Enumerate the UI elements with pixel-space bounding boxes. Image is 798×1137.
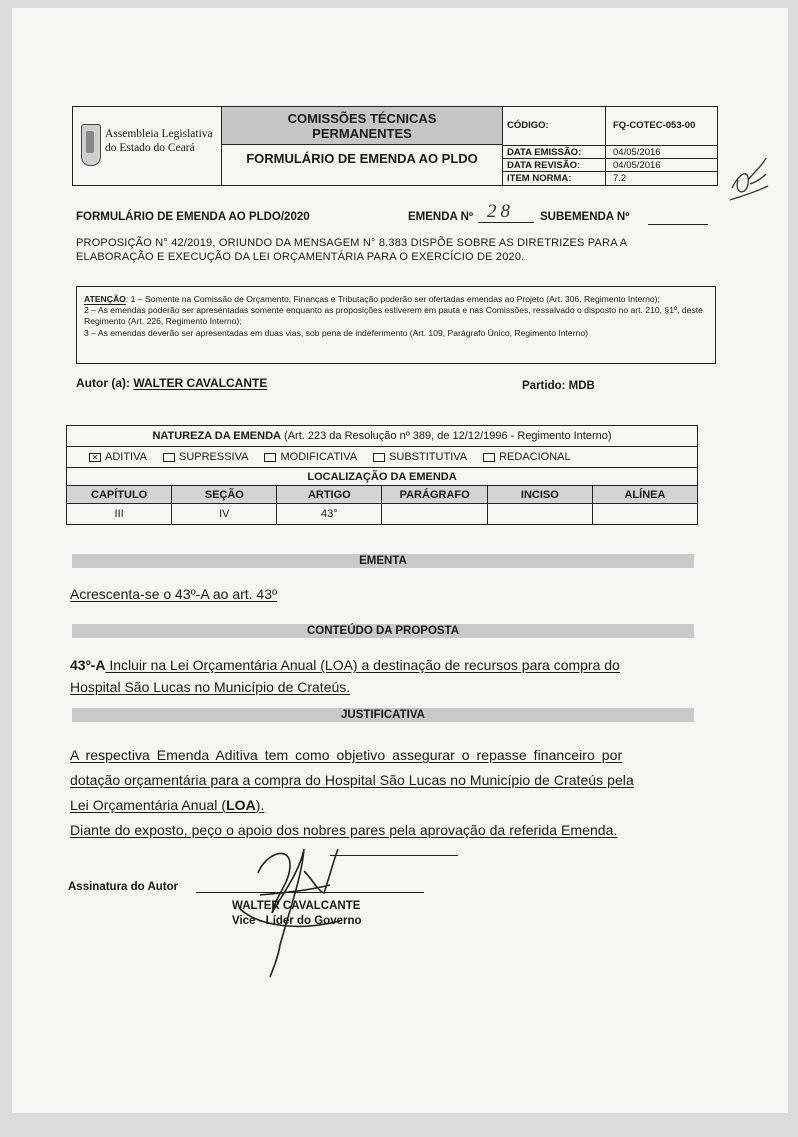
data-revisao-value: 04/05/2016 bbox=[613, 160, 661, 171]
proposicao-line-2: ELABORAÇÃO E EXECUÇÃO DA LEI ORÇAMENTÁRIA PARA O EXERCÍCIO DE 2020. bbox=[76, 251, 525, 263]
natureza-option-label: SUPRESSIVA bbox=[178, 451, 249, 463]
partido-row bbox=[522, 380, 595, 392]
subemenda-line bbox=[648, 224, 708, 225]
justificativa-line-3b: LOA bbox=[226, 797, 256, 813]
ementa-text: Acrescenta-se o 43º-A ao art. 43º bbox=[70, 586, 278, 602]
conteudo-heading: CONTEÚDO DA PROPOSTA bbox=[72, 624, 694, 638]
col-capitulo: CAPÍTULO bbox=[67, 486, 172, 504]
commission-line-1: COMISSÕES TÉCNICAS bbox=[287, 111, 437, 126]
natureza-option-redacional[interactable] bbox=[483, 451, 571, 463]
checkbox-icon[interactable] bbox=[264, 453, 276, 462]
document-header bbox=[72, 106, 718, 186]
natureza-ref: (Art. 223 da Resolução nº 389, de 12/12/1996 - Regimento Interno) bbox=[284, 430, 612, 442]
signatory-name: WALTER CAVALCANTE bbox=[232, 900, 361, 912]
justificativa-line-1: A respectiva Emenda Aditiva tem como objetivo assegurar o repasse financeiro por bbox=[70, 747, 623, 763]
natureza-option-label: REDACIONAL bbox=[499, 451, 571, 463]
atencao-line-1: : 1 – Somente na Comissão de Orçamento, Finanças e Tributação poderão ser ofertadas emendas ao Projeto (Art. 306, Regimento Interno); bbox=[125, 294, 660, 304]
value-alinea bbox=[592, 504, 697, 525]
institution-line-1: Assembleia Legislativa bbox=[105, 128, 213, 140]
header-title-cell bbox=[222, 107, 503, 185]
col-inciso: INCISO bbox=[487, 486, 592, 504]
codigo-label: CÓDIGO: bbox=[507, 120, 549, 131]
checkbox-icon[interactable] bbox=[373, 453, 385, 462]
natureza-option-modificativa[interactable] bbox=[264, 451, 357, 463]
proposicao-text bbox=[76, 236, 696, 264]
value-secao: IV bbox=[172, 504, 277, 525]
coat-of-arms-icon bbox=[81, 124, 101, 166]
conteudo-line-1: Incluir na Lei Orçamentária Anual (LOA) a destinação de recursos para compra do bbox=[105, 657, 620, 673]
atencao-label: ATENÇÃO bbox=[84, 294, 126, 304]
item-norma-value: 7.2 bbox=[613, 173, 627, 184]
subemenda-label: SUBEMENDA Nº bbox=[540, 211, 630, 223]
emenda-number-label: EMENDA Nº bbox=[408, 211, 474, 223]
justificativa-line-4: Diante do exposto, peço o apoio dos nobres pares pela aprovação da referida Emenda. bbox=[70, 822, 618, 838]
form-heading bbox=[76, 211, 310, 223]
form-heading-title: FORMULÁRIO DE EMENDA AO PLDO/2020 bbox=[76, 211, 310, 223]
conteudo-prefix: 43º-A bbox=[70, 657, 106, 673]
data-revisao-label: DATA REVISÃO: bbox=[507, 160, 581, 171]
checkbox-icon[interactable] bbox=[483, 453, 495, 462]
institution-name bbox=[105, 127, 213, 155]
value-inciso bbox=[487, 504, 592, 525]
form-title: FORMULÁRIO DE EMENDA AO PLDO bbox=[246, 151, 478, 166]
justificativa-text bbox=[70, 743, 634, 843]
localizacao-values-row bbox=[67, 504, 698, 525]
justificativa-line-2: dotação orçamentária para a compra do Hospital São Lucas no Município de Crateús pela bbox=[70, 772, 634, 788]
natureza-title: NATUREZA DA EMENDA bbox=[152, 430, 281, 442]
justificativa-line-3c: ). bbox=[255, 797, 265, 813]
signature-block bbox=[232, 899, 362, 929]
ementa-heading: EMENTA bbox=[72, 554, 694, 568]
codigo-value: FQ-COTEC-053-00 bbox=[613, 120, 696, 131]
atencao-line-3: 3 – As emendas deverão ser apresentadas em duas vias, sob pena de indeferimento (Art. 109, Parágrafo Único, Regimento Interno) bbox=[84, 327, 588, 338]
col-alinea: ALÍNEA bbox=[592, 486, 697, 504]
atencao-line-2: 2 – As emendas poderão ser apresentadas somente enquanto as proposições estiverem em pauta e nas Comissões, ressalvado o disposto no art. 210, §1º, deste Regimento (Art. 226, Regimento Interno); bbox=[84, 305, 703, 327]
col-secao: SEÇÃO bbox=[172, 486, 277, 504]
partido-label: Partido: bbox=[522, 380, 566, 392]
autor-name: WALTER CAVALCANTE bbox=[133, 376, 268, 390]
justificativa-heading: JUSTIFICATIVA bbox=[72, 708, 694, 722]
header-meta-cell bbox=[503, 107, 717, 185]
partido-value: MDB bbox=[568, 380, 595, 392]
col-artigo: ARTIGO bbox=[277, 486, 382, 504]
atencao-box bbox=[76, 286, 716, 364]
margin-initials-icon bbox=[722, 150, 772, 210]
data-emissao-label: DATA EMISSÃO: bbox=[507, 147, 582, 158]
localizacao-title: LOCALIZAÇÃO DA EMENDA bbox=[67, 468, 698, 486]
assinatura-label: Assinatura do Autor bbox=[68, 881, 179, 893]
natureza-options bbox=[67, 451, 571, 463]
value-paragrafo bbox=[382, 504, 487, 525]
conteudo-line-2: Hospital São Lucas no Município de Crateús. bbox=[70, 679, 351, 695]
natureza-option-label: SUBSTITUTIVA bbox=[389, 451, 468, 463]
natureza-options-row bbox=[67, 447, 698, 468]
institution-line-2: do Estado do Ceará bbox=[105, 142, 195, 154]
checkbox-icon[interactable] bbox=[163, 453, 175, 462]
natureza-option-label: ADITIVA bbox=[105, 451, 147, 463]
col-paragrafo: PARÁGRAFO bbox=[382, 486, 487, 504]
natureza-option-supressiva[interactable] bbox=[163, 451, 249, 463]
proposicao-line-1: PROPOSIÇÃO N° 42/2019, ORIUNDO DA MENSAGEM N° 8.383 DISPÕE SOBRE AS DIRETRIZES PARA A bbox=[76, 237, 628, 249]
natureza-option-label: MODIFICATIVA bbox=[280, 451, 358, 463]
justificativa-line-3 bbox=[70, 793, 634, 818]
value-artigo: 43° bbox=[277, 504, 382, 525]
commission-title bbox=[222, 107, 502, 145]
checked-box-icon[interactable]: ✕ bbox=[89, 453, 101, 462]
institution-logo-cell bbox=[73, 107, 222, 185]
justificativa-line-3a: Lei Orçamentária Anual ( bbox=[70, 797, 227, 813]
natureza-option-aditiva[interactable] bbox=[89, 451, 147, 463]
commission-line-2: PERMANENTES bbox=[312, 126, 412, 141]
emenda-number-value: 28 bbox=[487, 201, 514, 222]
data-emissao-value: 04/05/2016 bbox=[613, 147, 661, 158]
value-capitulo: III bbox=[67, 504, 172, 525]
item-norma-label: ITEM NORMA: bbox=[507, 173, 572, 184]
natureza-table bbox=[66, 425, 698, 525]
conteudo-text bbox=[70, 654, 620, 698]
localizacao-header-row bbox=[67, 486, 698, 504]
autor-label: Autor (a): bbox=[76, 376, 130, 390]
natureza-title-cell bbox=[67, 426, 698, 447]
autor-row bbox=[76, 376, 267, 390]
natureza-option-substitutiva[interactable] bbox=[373, 451, 467, 463]
signatory-role: Vice - Líder do Governo bbox=[232, 915, 362, 927]
